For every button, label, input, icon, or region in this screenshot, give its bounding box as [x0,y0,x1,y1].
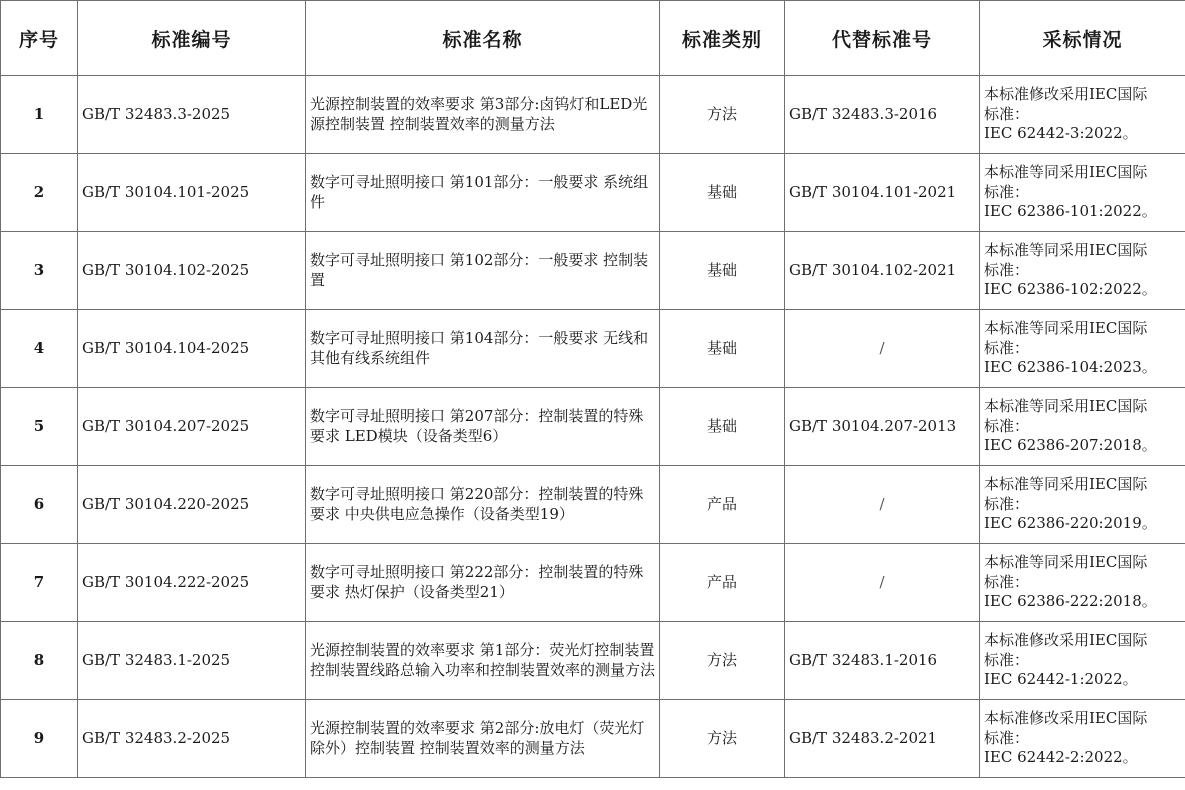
adoption-info [980,76,1185,154]
standard-name: 光源控制装置的效率要求 第3部分:卤钨灯和LED光源控制装置 控制装置效率的测量方法 [306,76,660,154]
adoption-line: IEC 62386-207:2018。 [984,436,1157,455]
standard-name: 光源控制装置的效率要求 第2部分:放电灯（荧光灯除外）控制装置 控制装置效率的测量方法 [306,700,660,778]
replaced-standard: GB/T 32483.1-2016 [785,622,980,700]
adoption-line: 标准： [984,338,1030,357]
replaced-standard: / [785,544,980,622]
standard-category: 基础 [660,388,785,466]
adoption-line: 本标准修改采用IEC国际 [984,630,1148,649]
adoption-line: IEC 62386-222:2018。 [984,592,1157,611]
adoption-line: 本标准等同采用IEC国际 [984,162,1148,181]
table-row [1,232,1185,310]
standard-code: GB/T 32483.3-2025 [78,76,306,154]
standard-code: GB/T 32483.1-2025 [78,622,306,700]
adoption-line: 本标准等同采用IEC国际 [984,240,1148,259]
adoption-line: 标准： [984,182,1030,201]
replaced-standard: GB/T 30104.207-2013 [785,388,980,466]
standard-code: GB/T 30104.207-2025 [78,388,306,466]
replaced-standard: GB/T 32483.3-2016 [785,76,980,154]
replaced-standard: GB/T 30104.102-2021 [785,232,980,310]
table-row [1,622,1185,700]
row-number: 1 [1,76,78,154]
standard-name: 数字可寻址照明接口 第101部分：一般要求 系统组件 [306,154,660,232]
adoption-line: 标准： [984,572,1030,591]
adoption-line: 本标准等同采用IEC国际 [984,474,1148,493]
adoption-line: 本标准等同采用IEC国际 [984,396,1148,415]
header-adoption: 采标情况 [980,1,1185,76]
standard-category: 方法 [660,76,785,154]
adoption-info [980,154,1185,232]
standard-name: 数字可寻址照明接口 第104部分：一般要求 无线和其他有线系统组件 [306,310,660,388]
table-row [1,310,1185,388]
standard-category: 方法 [660,700,785,778]
header-no: 序号 [1,1,78,76]
standard-code: GB/T 30104.220-2025 [78,466,306,544]
standard-category: 基础 [660,310,785,388]
adoption-line: IEC 62442-2:2022。 [984,748,1138,767]
row-number: 2 [1,154,78,232]
adoption-info [980,622,1185,700]
header-name: 标准名称 [306,1,660,76]
standard-category: 产品 [660,466,785,544]
row-number: 6 [1,466,78,544]
adoption-line: 标准： [984,650,1030,669]
adoption-line: 本标准修改采用IEC国际 [984,708,1148,727]
standard-category: 基础 [660,154,785,232]
standard-name: 光源控制装置的效率要求 第1部分：荧光灯控制装置 控制装置线路总输入功率和控制装置效率的测量方法 [306,622,660,700]
adoption-line: 本标准修改采用IEC国际 [984,84,1148,103]
adoption-info [980,700,1185,778]
replaced-standard: GB/T 32483.2-2021 [785,700,980,778]
standard-code: GB/T 30104.104-2025 [78,310,306,388]
header-replaced: 代替标准号 [785,1,980,76]
row-number: 3 [1,232,78,310]
adoption-info [980,466,1185,544]
header-code: 标准编号 [78,1,306,76]
standard-category: 产品 [660,544,785,622]
adoption-line: IEC 62386-102:2022。 [984,280,1157,299]
row-number: 5 [1,388,78,466]
adoption-line: IEC 62442-1:2022。 [984,670,1138,689]
replaced-standard: / [785,466,980,544]
standard-name: 数字可寻址照明接口 第207部分：控制装置的特殊要求 LED模块（设备类型6） [306,388,660,466]
replaced-standard: / [785,310,980,388]
standard-code: GB/T 30104.101-2025 [78,154,306,232]
row-number: 4 [1,310,78,388]
adoption-line: IEC 62442-3:2022。 [984,124,1138,143]
adoption-line: 本标准等同采用IEC国际 [984,318,1148,337]
adoption-info [980,544,1185,622]
row-number: 7 [1,544,78,622]
standard-name: 数字可寻址照明接口 第222部分：控制装置的特殊要求 热灯保护（设备类型21） [306,544,660,622]
table-row [1,466,1185,544]
adoption-line: 标准： [984,416,1030,435]
standard-code: GB/T 30104.222-2025 [78,544,306,622]
table-row [1,154,1185,232]
adoption-line: IEC 62386-101:2022。 [984,202,1157,221]
standard-category: 基础 [660,232,785,310]
standard-code: GB/T 30104.102-2025 [78,232,306,310]
adoption-line: 标准： [984,728,1030,747]
table-row [1,700,1185,778]
adoption-line: 标准： [984,494,1030,513]
header-row [1,1,1185,76]
adoption-line: 标准： [984,104,1030,123]
standard-name: 数字可寻址照明接口 第102部分：一般要求 控制装置 [306,232,660,310]
table-row [1,388,1185,466]
adoption-line: IEC 62386-220:2019。 [984,514,1157,533]
adoption-line: IEC 62386-104:2023。 [984,358,1157,377]
adoption-info [980,388,1185,466]
table-row [1,76,1185,154]
adoption-line: 标准： [984,260,1030,279]
standard-name: 数字可寻址照明接口 第220部分：控制装置的特殊要求 中央供电应急操作（设备类型19） [306,466,660,544]
row-number: 9 [1,700,78,778]
adoption-info [980,310,1185,388]
adoption-line: 本标准等同采用IEC国际 [984,552,1148,571]
row-number: 8 [1,622,78,700]
standard-code: GB/T 32483.2-2025 [78,700,306,778]
adoption-info [980,232,1185,310]
standard-category: 方法 [660,622,785,700]
replaced-standard: GB/T 30104.101-2021 [785,154,980,232]
header-category: 标准类别 [660,1,785,76]
table-row [1,544,1185,622]
